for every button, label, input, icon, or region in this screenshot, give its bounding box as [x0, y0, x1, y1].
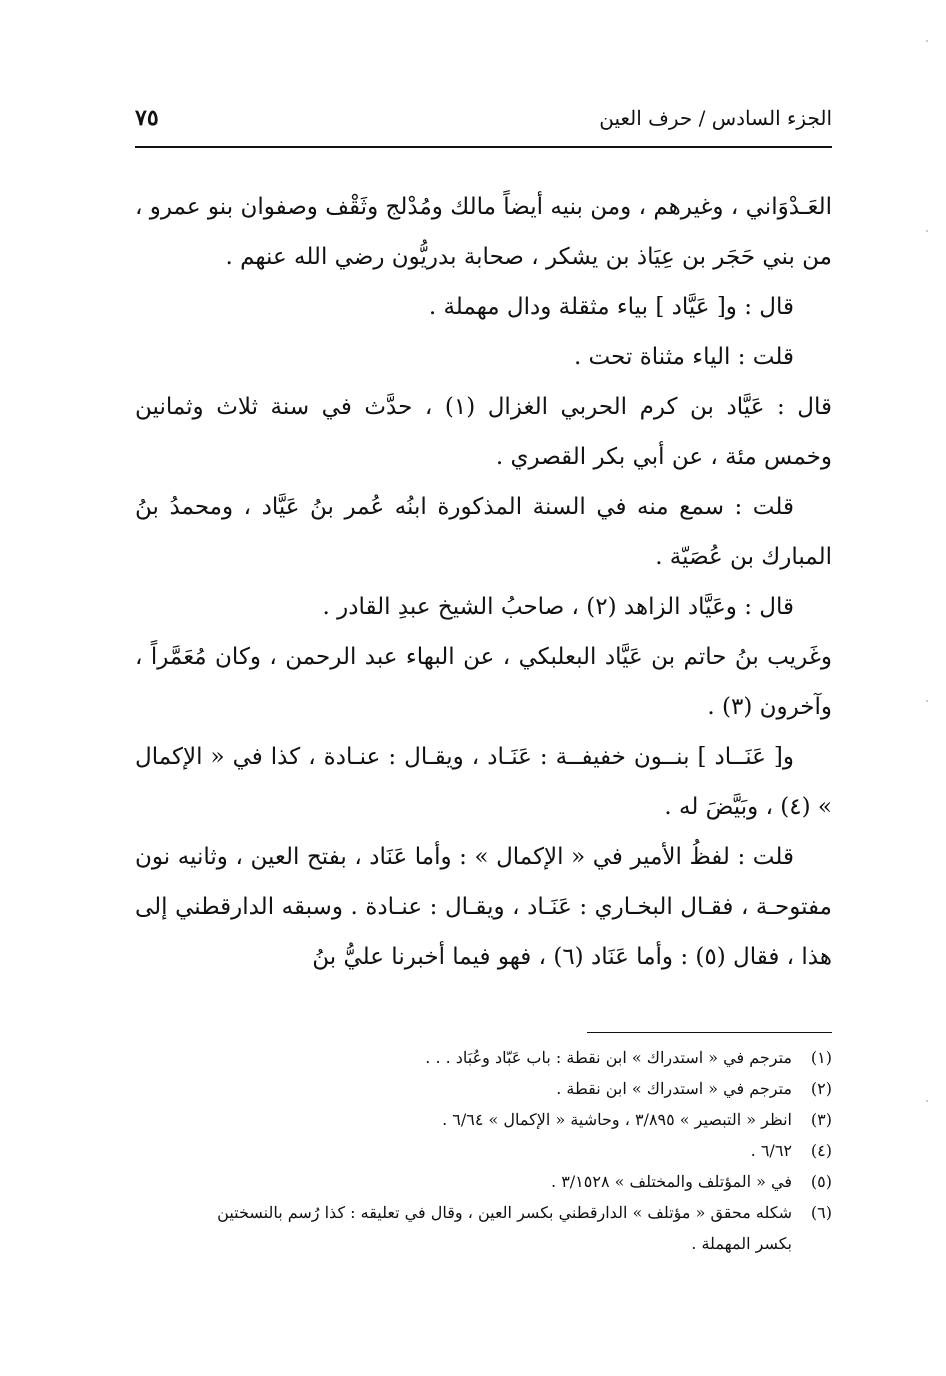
- running-head: [135, 98, 832, 138]
- footnote-number: (٤): [810, 1141, 832, 1160]
- running-title: الجزء السادس / حرف العين: [599, 106, 832, 130]
- footnotes: [135, 1042, 832, 1259]
- footnote-number: (٢): [810, 1079, 832, 1098]
- footnote-text: انظر « التبصير » ٣/٨٩٥ ، وحاشية « الإكمال » ٦/٦٤ .: [442, 1110, 792, 1129]
- header-rule: [135, 146, 832, 148]
- paragraph-2: قال : و[ عَيَّاد ] بياء مثقلة ودال مهملة .: [428, 294, 794, 320]
- footnote-rule: [587, 1032, 832, 1033]
- scan-speck: [926, 230, 928, 232]
- scan-speck: [926, 700, 928, 702]
- footnote-6: [135, 1197, 832, 1228]
- paragraph-6: قال : وعَيَّاد الزاهد (٢) ، صاحبُ الشيخ عبدِ القادر .: [322, 594, 794, 620]
- paragraph-5: قلت : سمع منه في السنة المذكورة ابنُه عُمر بنُ عَيَّاد ، ومحمدُ بنُ المبارك بن عُصَيّة .: [135, 494, 832, 570]
- footnote-3: [135, 1104, 832, 1135]
- footnote-text: مترجم في « استدراك » ابن نقطة .: [556, 1079, 792, 1098]
- footnote-number: (٥): [810, 1172, 832, 1191]
- footnote-number: (٣): [810, 1110, 832, 1129]
- paragraph-7: وغَريب بنُ حاتم بن عَيَّاد البعلبكي ، عن البهاء عبد الرحمن ، وكان مُعَمَّراً ، وآخرون (٣) .: [135, 644, 832, 720]
- scan-speck: [926, 40, 928, 42]
- paragraph-8: و[ عَنَــاد ] بنــون خفيفــة : عَنَـاد ، ويقـال : عنـادة ، كذا في « الإكمال » (٤) ، وبَيَّضَ له .: [135, 744, 832, 820]
- scan-speck: [926, 1100, 928, 1102]
- paragraph-4: قال : عَيَّاد بن كرم الحربي الغزال (١) ، حدَّث في سنة ثلاث وثمانين وخمس مئة ، عن أبي بكر القصري .: [135, 394, 833, 470]
- paragraph-3: قلت : الياء مثناة تحت .: [573, 344, 794, 370]
- footnote-4: [135, 1135, 832, 1166]
- footnote-text: شكله محقق « مؤتلف » الدارقطني بكسر العين ، وقال في تعليقه : كذا رُسم بالنسختين: [217, 1203, 792, 1222]
- page-number: ٧٥: [135, 105, 159, 131]
- footnote-number: (١): [810, 1048, 832, 1067]
- body-text: [135, 182, 832, 982]
- footnote-2: [135, 1073, 832, 1104]
- footnote-number: (٦): [810, 1203, 832, 1222]
- footnote-text: في « المؤتلف والمختلف » ٣/١٥٢٨ .: [551, 1172, 792, 1191]
- footnote-6-continuation: بكسر المهملة .: [691, 1234, 792, 1253]
- paragraph-1: العَـدْوَاني ، وغيرهم ، ومن بنيه أيضاً مالك ومُدْلج وثَقْف وصفوان بنو عمرو ، من بني حَجَر بن عِيَاذ بن يشكر ، صحابة بدريُّون رضي الله عنهم .: [135, 194, 832, 270]
- footnote-5: [135, 1166, 832, 1197]
- footnote-text: مترجم في « استدراك » ابن نقطة : باب عَبّاد وعُبَاد . . .: [425, 1048, 792, 1067]
- footnote-text: ٦/٦٢ .: [750, 1141, 792, 1160]
- footnote-1: [135, 1042, 832, 1073]
- paragraph-9: قلت : لفظُ الأمير في « الإكمال » : وأما عَنَاد ، بفتح العين ، وثانيه نون مفتوحـة ، فقـال البخـاري : عَنَـاد ، ويقـال : عنـادة . وسبقه الدارقطني إلى هذا ، فقال (٥) : وأما عَنَاد (٦) ، فهو فيما أخبرنا عليُّ بنُ: [135, 844, 832, 970]
